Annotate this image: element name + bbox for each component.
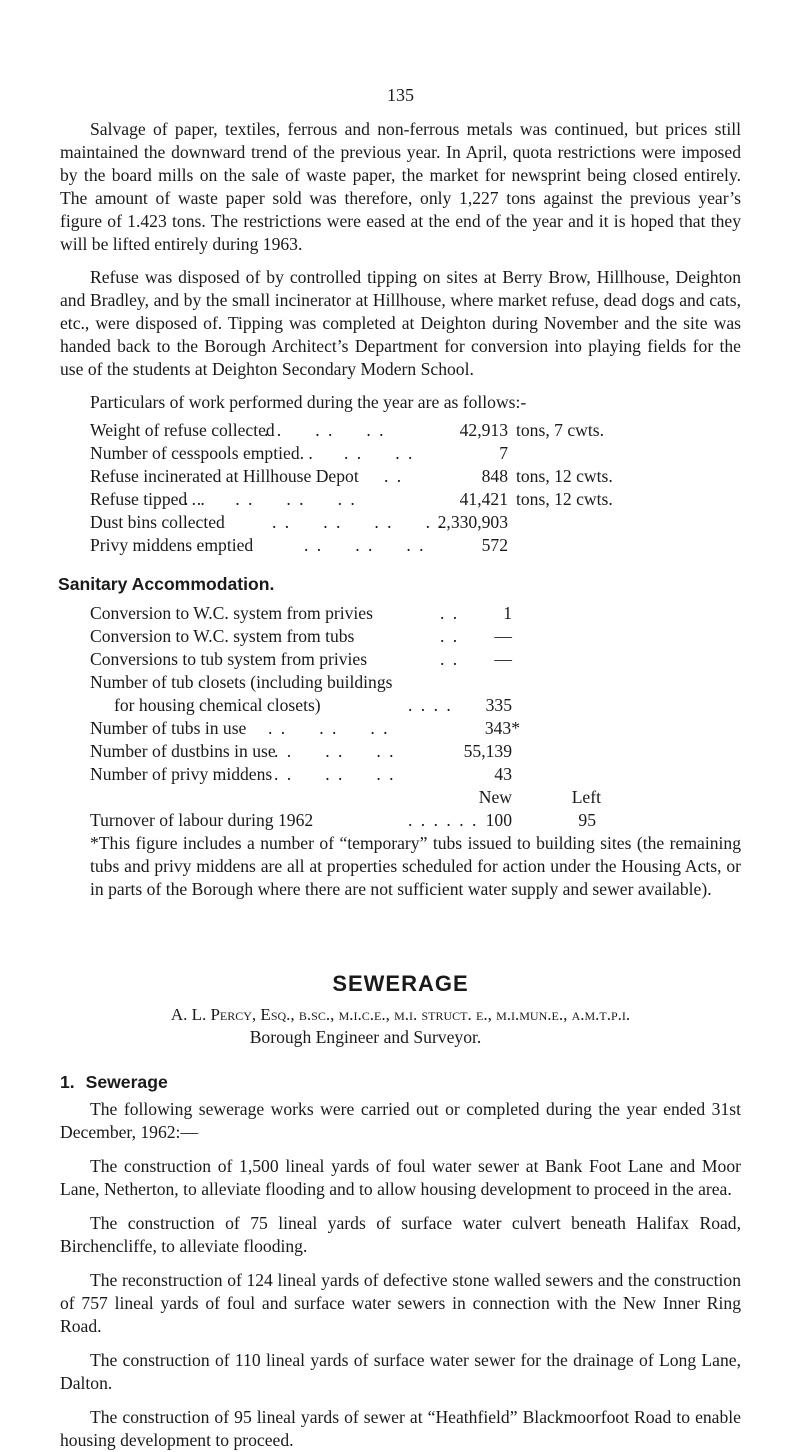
leader-dots: . . . . . . [264, 420, 386, 440]
footnote: *This figure includes a number of “temporary” tubs issued to building sites (the remaining tubs and privy middens are all at properties scheduled for action under the Housing Acts, or in parts of the Borough where there are not sufficient water supply and sewer available). [90, 833, 741, 899]
table-row [60, 511, 741, 534]
work-item: The construction of 75 lineal yards of surface water culvert beneath Halifax Road, Birchencliffe, to alleviate flooding. [60, 1213, 741, 1256]
table-row [60, 488, 741, 511]
row-label: Number of privy middens [90, 764, 273, 784]
table-row [60, 625, 741, 648]
table-row [60, 648, 741, 671]
row-label: for housing chemical closets) [114, 695, 321, 715]
table-row [60, 740, 741, 763]
row-label: Turnover of labour during 1962 [90, 810, 314, 830]
row-value: 7 [499, 443, 508, 463]
salvage-paragraph: Salvage of paper, textiles, ferrous and non-ferrous metals was continued, but prices still maintained the downward trend of the previous year. In April, quota restrictions were imposed by the board mills on the sale of waste paper, the market for newsprint being closed entirely. The amount of waste paper sold was therefore, only 1,227 tons against the previous year’s figure of 1.423 tons. The restrictions were eased at the end of the year and it is hoped that they will be lifted entirely during 1963. [60, 119, 741, 254]
section-heading [60, 1071, 741, 1094]
sewerage-intro: The following sewerage works were carried out or completed during the year ended 31st December, 1962:— [60, 1099, 741, 1142]
row-value: 43 [494, 764, 512, 784]
engineer-title: Borough Engineer and Surveyor. [249, 1027, 482, 1047]
sewerage-title: SEWERAGE [332, 971, 469, 996]
table-row [60, 717, 741, 740]
row-label: Conversion to W.C. system from tubs [90, 626, 355, 646]
row-value: 335 [485, 695, 512, 715]
table-row [60, 442, 741, 465]
turnover-left-header: Left [571, 787, 601, 807]
row-value: 42,913 [459, 420, 508, 440]
table-row [60, 694, 741, 717]
row-label: Privy middens emptied [90, 535, 254, 555]
row-value: 572 [481, 535, 508, 555]
row-label: Number of cesspools emptied. . [90, 443, 313, 463]
refuse-paragraph: Refuse was disposed of by controlled tipping on sites at Berry Brow, Hillhouse, Deighton and Bradley, and by the small incinerator at Hillhouse, where market refuse, dead dogs and cats, etc., were disposed of. Tipping was completed at Deighton during November and the site was handed back to the Borough Architect’s Department for conversion into playing fields for the use of the students at Deighton Secondary Modern School. [60, 267, 741, 379]
leader-dots: . . [440, 649, 460, 669]
table-row [60, 671, 741, 694]
table-row [60, 419, 741, 442]
row-label: Conversion to W.C. system from privies [90, 603, 373, 623]
works-list [60, 1155, 741, 1452]
leader-dots: . . . . . . [274, 741, 396, 761]
row-label: Refuse tipped . . [90, 489, 205, 509]
turnover-new-value: 100 [485, 810, 512, 830]
work-item: The reconstruction of 124 lineal yards of defective stone walled sewers and the construction of 757 lineal yards of foul and surface water sewers in connection with the New Inner Ring Road. [60, 1270, 741, 1336]
row-unit: tons, 12 cwts. [516, 466, 613, 486]
leader-dots: . . [440, 603, 460, 623]
row-value: 343* [484, 718, 520, 738]
leader-dots: . . . . . . [408, 810, 479, 830]
engineer-name: A. L. Percy, Esq., b.sc., m.i.c.e., m.i. struct. e., m.i.mun.e., a.m.t.p.i. [170, 1005, 631, 1024]
work-table [60, 419, 741, 557]
section-title: Sewerage [85, 1072, 168, 1092]
row-unit: tons, 12 cwts. [516, 489, 613, 509]
table-row [60, 763, 741, 786]
work-item: The construction of 1,500 lineal yards of foul water sewer at Bank Foot Lane and Moor Lane, Netherton, to alleviate flooding and to allow housing development to proceed in the area. [60, 1156, 741, 1199]
turnover-new-header: New [478, 787, 512, 807]
table-row [60, 534, 741, 557]
table-row [60, 465, 741, 488]
row-label: Number of tubs in use [90, 718, 247, 738]
leader-dots: . . . . . . [268, 718, 390, 738]
leader-dots: . . . . . . [304, 535, 426, 555]
section-number: 1. [60, 1072, 75, 1092]
row-value: — [494, 626, 512, 646]
row-label: Dust bins collected [90, 512, 225, 532]
leader-dots: . . . . . . . . [272, 512, 445, 532]
row-value: 55,139 [463, 741, 512, 761]
row-value: 1 [503, 603, 512, 623]
leader-dots: . . . . [408, 695, 453, 715]
work-item: The construction of 95 lineal yards of sewer at “Heathfield” Blackmoorfoot Road to enable housing development to proceed. [60, 1407, 741, 1450]
leader-dots: . . [440, 626, 460, 646]
row-unit: tons, 7 cwts. [516, 420, 604, 440]
row-label: Number of tub closets (including buildings [90, 672, 393, 692]
turnover-header-row [60, 786, 741, 809]
leader-dots: . . [384, 466, 404, 486]
leader-dots: . . . . [344, 443, 415, 463]
row-label: Weight of refuse collected [90, 420, 275, 440]
row-value: — [494, 649, 512, 669]
page-body [60, 118, 741, 1452]
page-number: 135 [387, 85, 414, 105]
row-label: Number of dustbins in use [90, 741, 276, 761]
row-value: 41,421 [459, 489, 508, 509]
particulars-intro: Particulars of work performed during the year are as follows:- [90, 392, 527, 412]
table-row [60, 602, 741, 625]
row-value: 848 [481, 466, 508, 486]
leader-dots: . . . . . . [274, 764, 396, 784]
sanitary-heading: Sanitary Accommodation. [58, 574, 275, 594]
turnover-row [60, 809, 741, 832]
row-value: 2,330,903 [437, 512, 508, 532]
row-label: Conversions to tub system from privies [90, 649, 368, 669]
work-item: The construction of 110 lineal yards of surface water sewer for the drainage of Long Lane, Dalton. [60, 1350, 741, 1393]
turnover-left-value: 95 [578, 810, 596, 830]
sanitary-table [60, 602, 741, 832]
leader-dots: . . . . . . . . [184, 489, 357, 509]
row-label: Refuse incinerated at Hillhouse Depot [90, 466, 359, 486]
